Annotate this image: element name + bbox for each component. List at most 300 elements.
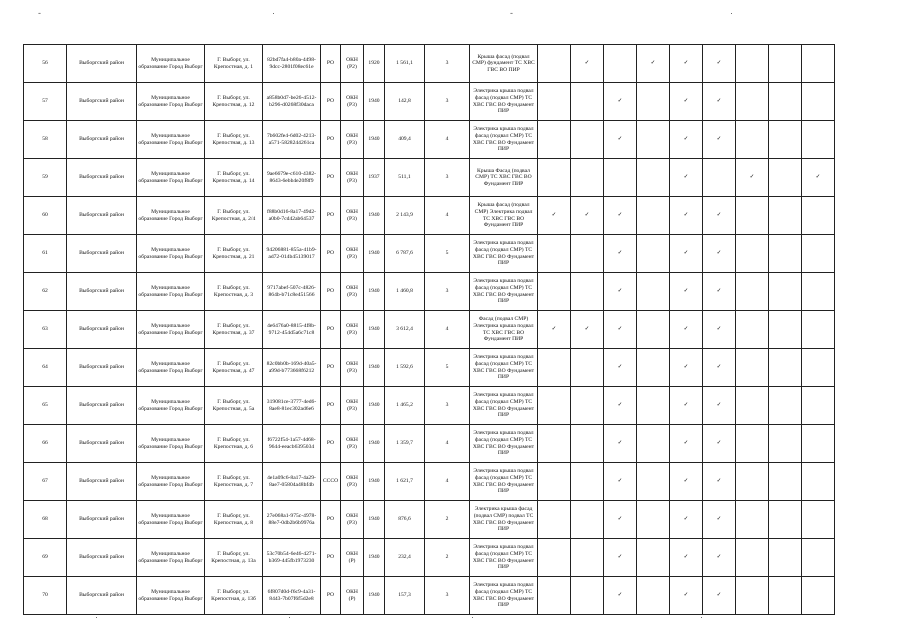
year-cell: 1940: [364, 539, 385, 577]
address-cell: Г. Выборг, ул. Крепостная, д. 5а: [205, 387, 263, 425]
table-row: [24, 501, 835, 539]
check-mark-cell: [538, 539, 571, 577]
scan-mark: ·: [700, 612, 703, 622]
check-mark-cell: [769, 501, 802, 539]
check-mark-cell: [802, 45, 835, 83]
floors-cell: 3: [425, 577, 470, 615]
guid-cell: 9ae6679e-c610-4382-8643-6ebb4e20f8f9: [263, 159, 321, 197]
district-cell: Выборгский район: [67, 577, 137, 615]
table-row: [24, 159, 835, 197]
year-cell: 1920: [364, 45, 385, 83]
check-mark-cell: [538, 387, 571, 425]
check-mark-cell: ✓: [604, 539, 637, 577]
check-mark-cell: ✓: [802, 159, 835, 197]
table-row: [24, 235, 835, 273]
check-mark-cell: [769, 311, 802, 349]
object-type-cell: ОКН (Р2): [341, 45, 364, 83]
guid-cell: 53c70b54-6e46-4271-b369-445fb1973230: [263, 539, 321, 577]
works-list-cell: Электрика крыша подвал фасад (подвал СМР) ТС ХВС ГВС ВО Фундамент ПИР: [470, 349, 538, 387]
year-cell: 1940: [364, 273, 385, 311]
table-row: [24, 425, 835, 463]
check-mark-cell: [637, 501, 670, 539]
check-mark-cell: ✓: [703, 235, 736, 273]
district-cell: Выборгский район: [67, 121, 137, 159]
check-mark-cell: ✓: [604, 311, 637, 349]
check-mark-cell: ✓: [670, 425, 703, 463]
year-cell: 1940: [364, 387, 385, 425]
check-mark-cell: [769, 387, 802, 425]
year-cell: 1940: [364, 425, 385, 463]
check-mark-cell: [637, 387, 670, 425]
check-mark-cell: [736, 235, 769, 273]
table-row: [24, 83, 835, 121]
scan-mark: ·: [471, 612, 474, 622]
area-cell: 1 359,7: [385, 425, 425, 463]
object-type-cell: ОКН (Р3): [341, 273, 364, 311]
floors-cell: 3: [425, 387, 470, 425]
district-cell: Выборгский район: [67, 273, 137, 311]
scan-mark: ·: [272, 8, 275, 18]
check-mark-cell: [802, 311, 835, 349]
check-mark-cell: [637, 83, 670, 121]
year-cell: 1940: [364, 463, 385, 501]
guid-cell: a858b0d7-be26-4512-b296-d0268f30daca: [263, 83, 321, 121]
fund-form-cell: РО: [321, 45, 341, 83]
works-list-cell: Крыша Фасад (подвал СМР) ТС ХВС ГВС ВО Фундамент ПИР: [470, 159, 538, 197]
area-cell: 157,3: [385, 577, 425, 615]
check-mark-cell: [571, 235, 604, 273]
works-list-cell: Электрика крыша подвал фасад (подвал СМР) ТС ХВС ГВС ВО Фундамент ПИР: [470, 273, 538, 311]
year-cell: 1940: [364, 121, 385, 159]
fund-form-cell: РО: [321, 349, 341, 387]
check-mark-cell: ✓: [703, 121, 736, 159]
area-cell: 876,6: [385, 501, 425, 539]
check-mark-cell: ✓: [703, 311, 736, 349]
year-cell: 1940: [364, 577, 385, 615]
check-mark-cell: [571, 425, 604, 463]
table-row: [24, 387, 835, 425]
check-mark-cell: [538, 577, 571, 615]
scan-mark: ·: [288, 612, 291, 622]
table-row: [24, 45, 835, 83]
year-cell: 1940: [364, 349, 385, 387]
guid-cell: 94206881-855a-41b9-ad72-014b45139017: [263, 235, 321, 273]
check-mark-cell: ✓: [670, 463, 703, 501]
check-mark-cell: ✓: [604, 83, 637, 121]
municipality-cell: Муниципальное образование Город Выборг: [137, 387, 205, 425]
check-mark-cell: [637, 463, 670, 501]
row-number: 66: [24, 425, 67, 463]
scan-mark: ·: [730, 8, 733, 18]
fund-form-cell: СССО: [321, 463, 341, 501]
check-mark-cell: [604, 159, 637, 197]
district-cell: Выборгский район: [67, 425, 137, 463]
check-mark-cell: ✓: [670, 273, 703, 311]
area-cell: 2 143,9: [385, 197, 425, 235]
area-cell: 1 592,6: [385, 349, 425, 387]
works-list-cell: Электрика крыша подвал фасад (подвал СМР) ТС ХВС ГВС ВО Фундамент ПИР: [470, 577, 538, 615]
area-cell: 409,4: [385, 121, 425, 159]
floors-cell: 4: [425, 197, 470, 235]
area-cell: 3 612,4: [385, 311, 425, 349]
check-mark-cell: [571, 577, 604, 615]
guid-cell: 7b602fe4-6d02-4213-a571-5828244261ca: [263, 121, 321, 159]
address-cell: Г. Выборг, ул. Крепостная, д. 8: [205, 501, 263, 539]
row-number: 67: [24, 463, 67, 501]
table-row: [24, 349, 835, 387]
guid-cell: 9717abef-507c-4826-864b-b71c8e451566: [263, 273, 321, 311]
check-mark-cell: [637, 197, 670, 235]
check-mark-cell: ✓: [604, 387, 637, 425]
check-mark-cell: ✓: [604, 235, 637, 273]
address-cell: Г. Выборг, ул. Крепостная, д. 14: [205, 159, 263, 197]
object-type-cell: ОКН (Р3): [341, 463, 364, 501]
floors-cell: 3: [425, 45, 470, 83]
floors-cell: 4: [425, 463, 470, 501]
district-cell: Выборгский район: [67, 159, 137, 197]
guid-cell: 319081ce-3777-4ed6-8ae8-81ec302ad6e6: [263, 387, 321, 425]
address-cell: Г. Выборг, ул. Крепостная, д. 37: [205, 311, 263, 349]
check-mark-cell: ✓: [604, 425, 637, 463]
year-cell: 1940: [364, 311, 385, 349]
check-mark-cell: ✓: [670, 83, 703, 121]
check-mark-cell: [538, 235, 571, 273]
row-number: 61: [24, 235, 67, 273]
check-mark-cell: [736, 197, 769, 235]
object-type-cell: ОКН (Р3): [341, 235, 364, 273]
fund-form-cell: РО: [321, 501, 341, 539]
municipality-cell: Муниципальное образование Город Выборг: [137, 463, 205, 501]
housing-register-table: [23, 44, 835, 615]
object-type-cell: ОКН (Р3): [341, 387, 364, 425]
area-cell: 232,4: [385, 539, 425, 577]
object-type-cell: ОКН (Р3): [341, 425, 364, 463]
check-mark-cell: [637, 121, 670, 159]
works-list-cell: Электрика крыша подвал фасад (подвал СМР) ТС ХВС ГВС ВО Фундамент ПИР: [470, 83, 538, 121]
check-mark-cell: [736, 349, 769, 387]
check-mark-cell: ✓: [604, 577, 637, 615]
check-mark-cell: [538, 501, 571, 539]
check-mark-cell: ✓: [703, 349, 736, 387]
municipality-cell: Муниципальное образование Город Выборг: [137, 235, 205, 273]
row-number: 65: [24, 387, 67, 425]
check-mark-cell: ✓: [604, 121, 637, 159]
check-mark-cell: ✓: [670, 539, 703, 577]
guid-cell: 27e068a1-975c-4978-88e7-0db2b6b9976a: [263, 501, 321, 539]
check-mark-cell: [571, 349, 604, 387]
table-row: [24, 121, 835, 159]
district-cell: Выборгский район: [67, 45, 137, 83]
district-cell: Выборгский район: [67, 311, 137, 349]
check-mark-cell: [571, 463, 604, 501]
check-mark-cell: [769, 45, 802, 83]
check-mark-cell: [769, 577, 802, 615]
object-type-cell: ОКН (Р): [341, 539, 364, 577]
check-mark-cell: [538, 83, 571, 121]
check-mark-cell: ✓: [538, 197, 571, 235]
object-type-cell: ОКН (Р3): [341, 349, 364, 387]
check-mark-cell: [637, 273, 670, 311]
floors-cell: 4: [425, 311, 470, 349]
table-row: [24, 577, 835, 615]
row-number: 56: [24, 45, 67, 83]
check-mark-cell: [802, 387, 835, 425]
check-mark-cell: [736, 83, 769, 121]
check-mark-cell: [736, 121, 769, 159]
municipality-cell: Муниципальное образование Город Выборг: [137, 577, 205, 615]
address-cell: Г. Выборг, ул. Крепостная, д. 1: [205, 45, 263, 83]
check-mark-cell: [637, 311, 670, 349]
address-cell: Г. Выборг, ул. Крепостная, д. 13а: [205, 539, 263, 577]
scan-mark: ·: [95, 612, 98, 622]
address-cell: Г. Выборг, ул. Крепостная, д. 7: [205, 463, 263, 501]
floors-cell: 3: [425, 159, 470, 197]
check-mark-cell: [802, 425, 835, 463]
address-cell: Г. Выборг, ул. Крепостная, д. 2/4: [205, 197, 263, 235]
check-mark-cell: [736, 539, 769, 577]
year-cell: 1940: [364, 501, 385, 539]
municipality-cell: Муниципальное образование Город Выборг: [137, 45, 205, 83]
table-row: [24, 197, 835, 235]
scan-mark: -: [510, 8, 513, 18]
fund-form-cell: РО: [321, 539, 341, 577]
fund-form-cell: РО: [321, 387, 341, 425]
check-mark-cell: [802, 539, 835, 577]
scan-mark: -: [38, 8, 41, 18]
check-mark-cell: [736, 45, 769, 83]
floors-cell: 4: [425, 425, 470, 463]
check-mark-cell: [538, 463, 571, 501]
district-cell: Выборгский район: [67, 463, 137, 501]
municipality-cell: Муниципальное образование Город Выборг: [137, 349, 205, 387]
municipality-cell: Муниципальное образование Город Выборг: [137, 501, 205, 539]
check-mark-cell: [802, 197, 835, 235]
fund-form-cell: РО: [321, 159, 341, 197]
area-cell: 1 460,8: [385, 273, 425, 311]
table-row: [24, 463, 835, 501]
check-mark-cell: [802, 83, 835, 121]
check-mark-cell: [802, 273, 835, 311]
year-cell: 1937: [364, 159, 385, 197]
guid-cell: 4e6476a0-8815-4f8b-9712-454d5a6c71c8: [263, 311, 321, 349]
check-mark-cell: [703, 159, 736, 197]
guid-cell: f6722f54-1a57-4d68-9644-eeacb6395034: [263, 425, 321, 463]
object-type-cell: ОКН (Р3): [341, 311, 364, 349]
check-mark-cell: [538, 45, 571, 83]
fund-form-cell: РО: [321, 121, 341, 159]
check-mark-cell: [769, 273, 802, 311]
floors-cell: 5: [425, 235, 470, 273]
check-mark-cell: [538, 121, 571, 159]
check-mark-cell: ✓: [670, 577, 703, 615]
works-list-cell: Фасад (подвал СМР) Электрика крыша подвал ТС ХВС ГВС ВО Фундамент ПИР: [470, 311, 538, 349]
check-mark-cell: ✓: [571, 45, 604, 83]
works-list-cell: Крыша фасад (подвал СМР) Электрика подвал ТС ХВС ГВС ВО Фундамент ПИР: [470, 197, 538, 235]
object-type-cell: ОКН (Р3): [341, 159, 364, 197]
check-mark-cell: [637, 235, 670, 273]
check-mark-cell: [736, 501, 769, 539]
check-mark-cell: ✓: [604, 501, 637, 539]
row-number: 59: [24, 159, 67, 197]
check-mark-cell: [637, 159, 670, 197]
floors-cell: 2: [425, 539, 470, 577]
address-cell: Г. Выборг, ул. Крепостная, д. 6: [205, 425, 263, 463]
check-mark-cell: ✓: [736, 159, 769, 197]
floors-cell: 3: [425, 273, 470, 311]
row-number: 70: [24, 577, 67, 615]
fund-form-cell: РО: [321, 83, 341, 121]
check-mark-cell: [604, 45, 637, 83]
check-mark-cell: [736, 273, 769, 311]
address-cell: Г. Выборг, ул. Крепостная, д. 12: [205, 83, 263, 121]
table-row: [24, 311, 835, 349]
municipality-cell: Муниципальное образование Город Выборг: [137, 311, 205, 349]
object-type-cell: ОКН (Р): [341, 577, 364, 615]
area-cell: 511,1: [385, 159, 425, 197]
area-cell: 1 465,2: [385, 387, 425, 425]
fund-form-cell: РО: [321, 425, 341, 463]
municipality-cell: Муниципальное образование Город Выборг: [137, 197, 205, 235]
check-mark-cell: ✓: [538, 311, 571, 349]
check-mark-cell: [571, 273, 604, 311]
municipality-cell: Муниципальное образование Город Выборг: [137, 425, 205, 463]
district-cell: Выборгский район: [67, 501, 137, 539]
fund-form-cell: РО: [321, 273, 341, 311]
guid-cell: f88b0d16-8a17-49d2-a0b0-7cd42ab64537: [263, 197, 321, 235]
check-mark-cell: ✓: [604, 349, 637, 387]
object-type-cell: ОКН (Р3): [341, 83, 364, 121]
fund-form-cell: РО: [321, 311, 341, 349]
row-number: 60: [24, 197, 67, 235]
district-cell: Выборгский район: [67, 387, 137, 425]
check-mark-cell: [736, 387, 769, 425]
municipality-cell: Муниципальное образование Город Выборг: [137, 83, 205, 121]
works-list-cell: Электрика крыша подвал фасад (подвал СМР) ТС ХВС ГВС ВО Фундамент ПИР: [470, 387, 538, 425]
district-cell: Выборгский район: [67, 349, 137, 387]
works-list-cell: Электрика крыша подвал фасад (подвал СМР) ТС ХВС ГВС ВО Фундамент ПИР: [470, 425, 538, 463]
check-mark-cell: [571, 387, 604, 425]
check-mark-cell: ✓: [604, 463, 637, 501]
check-mark-cell: [802, 349, 835, 387]
object-type-cell: ОКН (Р3): [341, 121, 364, 159]
address-cell: Г. Выборг, ул. Крепостная, д. 3: [205, 273, 263, 311]
year-cell: 1940: [364, 197, 385, 235]
check-mark-cell: ✓: [670, 387, 703, 425]
check-mark-cell: [736, 311, 769, 349]
guid-cell: 82c0bb0b-169d-40a5-a99d-b773668f6212: [263, 349, 321, 387]
check-mark-cell: [538, 273, 571, 311]
check-mark-cell: ✓: [703, 83, 736, 121]
area-cell: 6 787,6: [385, 235, 425, 273]
check-mark-cell: [538, 425, 571, 463]
row-number: 58: [24, 121, 67, 159]
district-cell: Выборгский район: [67, 197, 137, 235]
check-mark-cell: ✓: [703, 273, 736, 311]
check-mark-cell: ✓: [703, 45, 736, 83]
guid-cell: 82bd7fa4-b80a-4498-9dcc-2801f08ec61e: [263, 45, 321, 83]
works-list-cell: Электрика крыша подвал фасад (подвал СМР) ТС ХВС ГВС ВО Фундамент ПИР: [470, 463, 538, 501]
year-cell: 1940: [364, 235, 385, 273]
check-mark-cell: ✓: [703, 463, 736, 501]
municipality-cell: Муниципальное образование Город Выборг: [137, 159, 205, 197]
row-number: 62: [24, 273, 67, 311]
bottom-scan-marks: [0, 612, 905, 624]
check-mark-cell: [538, 159, 571, 197]
check-mark-cell: ✓: [604, 197, 637, 235]
check-mark-cell: [802, 121, 835, 159]
check-mark-cell: [637, 577, 670, 615]
check-mark-cell: ✓: [604, 273, 637, 311]
address-cell: Г. Выборг, ул. Крепостная, д. 21: [205, 235, 263, 273]
district-cell: Выборгский район: [67, 235, 137, 273]
floors-cell: 4: [425, 121, 470, 159]
check-mark-cell: [802, 501, 835, 539]
floors-cell: 3: [425, 83, 470, 121]
check-mark-cell: [571, 121, 604, 159]
area-cell: 1 561,1: [385, 45, 425, 83]
check-mark-cell: [637, 425, 670, 463]
table-row: [24, 273, 835, 311]
fund-form-cell: РО: [321, 197, 341, 235]
works-list-cell: Электрика крыша подвал фасад (подвал СМР) ТС ХВС ГВС ВО Фундамент ПИР: [470, 539, 538, 577]
object-type-cell: ОКН (Р3): [341, 197, 364, 235]
check-mark-cell: ✓: [670, 45, 703, 83]
check-mark-cell: ✓: [703, 501, 736, 539]
municipality-cell: Муниципальное образование Город Выборг: [137, 539, 205, 577]
fund-form-cell: РО: [321, 235, 341, 273]
check-mark-cell: ✓: [670, 197, 703, 235]
floors-cell: 2: [425, 501, 470, 539]
table-row: [24, 539, 835, 577]
row-number: 68: [24, 501, 67, 539]
check-mark-cell: [769, 539, 802, 577]
check-mark-cell: [769, 197, 802, 235]
year-cell: 1940: [364, 83, 385, 121]
check-mark-cell: [571, 159, 604, 197]
municipality-cell: Муниципальное образование Город Выборг: [137, 121, 205, 159]
check-mark-cell: [571, 501, 604, 539]
check-mark-cell: ✓: [670, 159, 703, 197]
guid-cell: 6f807d0d-f6c9-4a31-8443-7b07f6f5d2e8: [263, 577, 321, 615]
works-list-cell: Крыша фасад (подвал СМР) фундамент ТС ХВС ГВС ВО ПИР: [470, 45, 538, 83]
check-mark-cell: ✓: [571, 197, 604, 235]
check-mark-cell: ✓: [670, 501, 703, 539]
works-list-cell: Электрика крыша фасад (подвал СМР) подвал ТС ХВС ГВС ВО Фундамент ПИР: [470, 501, 538, 539]
floors-cell: 5: [425, 349, 470, 387]
check-mark-cell: ✓: [670, 349, 703, 387]
check-mark-cell: [802, 463, 835, 501]
check-mark-cell: [769, 349, 802, 387]
district-cell: Выборгский район: [67, 83, 137, 121]
district-cell: Выборгский район: [67, 539, 137, 577]
works-list-cell: Электрика крыша подвал фасад (подвал СМР) ТС ХВС ГВС ВО Фундамент ПИР: [470, 121, 538, 159]
check-mark-cell: [769, 83, 802, 121]
check-mark-cell: [571, 539, 604, 577]
check-mark-cell: ✓: [637, 45, 670, 83]
municipality-cell: Муниципальное образование Город Выборг: [137, 273, 205, 311]
area-cell: 1 621,7: [385, 463, 425, 501]
check-mark-cell: [637, 539, 670, 577]
area-cell: 142,8: [385, 83, 425, 121]
check-mark-cell: [769, 235, 802, 273]
row-number: 63: [24, 311, 67, 349]
check-mark-cell: [769, 121, 802, 159]
check-mark-cell: ✓: [670, 235, 703, 273]
check-mark-cell: [538, 349, 571, 387]
address-cell: Г. Выборг, ул. Крепостная, д. 47: [205, 349, 263, 387]
guid-cell: 4e1a09c6-8a17-4a29-8ae7-05804a48bf4b: [263, 463, 321, 501]
check-mark-cell: [769, 159, 802, 197]
